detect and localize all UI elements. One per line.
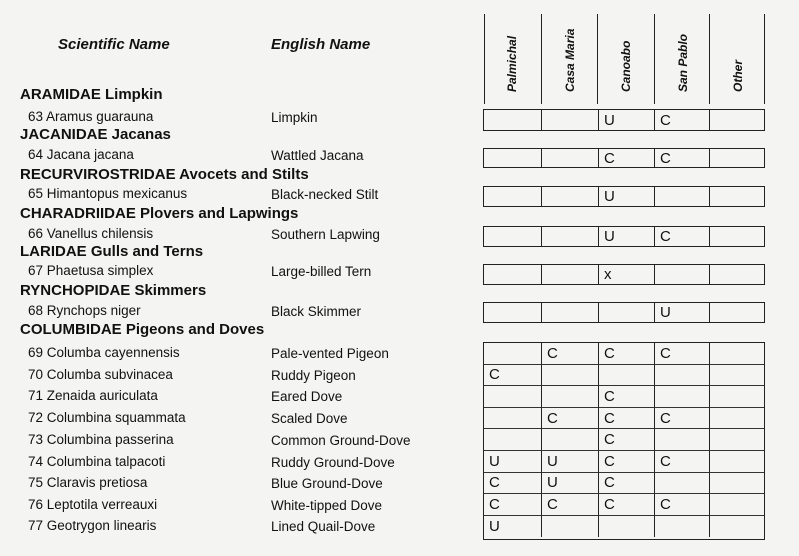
occurrence-cell: C bbox=[484, 365, 542, 386]
occurrence-row bbox=[483, 302, 765, 323]
occurrence-cell bbox=[599, 365, 655, 386]
occurrence-row bbox=[484, 494, 764, 516]
occurrence-cell bbox=[655, 265, 710, 284]
species-english-name: Southern Lapwing bbox=[271, 227, 380, 242]
occurrence-cell bbox=[542, 429, 599, 450]
occurrence-cell: C bbox=[655, 451, 710, 472]
occurrence-cell: U bbox=[599, 227, 655, 246]
occurrence-row bbox=[483, 109, 765, 131]
occurrence-cell bbox=[710, 386, 763, 407]
family-heading: CHARADRIIDAE Plovers and Lapwings bbox=[20, 205, 299, 222]
occurrence-cell bbox=[710, 149, 763, 167]
occurrence-row bbox=[484, 451, 764, 473]
occurrence-row bbox=[484, 386, 764, 408]
site-header-palmichal: Palmichal bbox=[505, 35, 519, 92]
occurrence-cell: U bbox=[484, 516, 542, 538]
occurrence-row bbox=[483, 264, 765, 285]
occurrence-cell: U bbox=[484, 451, 542, 472]
species-english-name: Black Skimmer bbox=[271, 304, 362, 319]
species-scientific-name: 72 Columbina squammata bbox=[28, 410, 186, 425]
occurrence-cell: C bbox=[655, 149, 710, 167]
occurrence-cell bbox=[655, 516, 710, 538]
occurrence-cell bbox=[710, 516, 763, 538]
occurrence-cell bbox=[599, 516, 655, 538]
occurrence-cell: U bbox=[599, 110, 655, 130]
occurrence-cell bbox=[484, 265, 542, 284]
occurrence-cell: x bbox=[599, 265, 655, 284]
occurrence-cell bbox=[542, 227, 599, 246]
species-english-name: Lined Quail-Dove bbox=[271, 519, 376, 534]
species-english-name: Scaled Dove bbox=[271, 411, 348, 426]
species-english-name: White-tipped Dove bbox=[271, 498, 383, 513]
occurrence-cell: U bbox=[655, 303, 710, 322]
occurrence-row bbox=[483, 226, 765, 247]
occurrence-cell bbox=[484, 343, 542, 364]
occurrence-cell: C bbox=[542, 408, 599, 429]
occurrence-row bbox=[484, 429, 764, 451]
species-scientific-name: 65 Himantopus mexicanus bbox=[28, 186, 188, 201]
occurrence-cell: C bbox=[542, 494, 599, 515]
species-english-name: Ruddy Pigeon bbox=[271, 368, 356, 383]
occurrence-cell bbox=[655, 473, 710, 494]
occurrence-row bbox=[483, 186, 765, 207]
occurrence-row bbox=[484, 365, 764, 387]
occurrence-cell: C bbox=[599, 429, 655, 450]
family-heading: LARIDAE Gulls and Terns bbox=[20, 243, 204, 260]
header-divider bbox=[541, 14, 542, 104]
occurrence-cell: C bbox=[655, 110, 710, 130]
occurrence-cell: C bbox=[599, 451, 655, 472]
species-scientific-name: 76 Leptotila verreauxi bbox=[28, 497, 158, 512]
occurrence-cell bbox=[710, 451, 763, 472]
occurrence-cell: C bbox=[599, 494, 655, 515]
header-divider bbox=[597, 14, 598, 104]
occurrence-cell bbox=[710, 473, 763, 494]
occurrence-cell bbox=[655, 365, 710, 386]
family-heading: RECURVIROSTRIDAE Avocets and Stilts bbox=[20, 166, 309, 183]
species-english-name: Black-necked Stilt bbox=[271, 187, 379, 202]
occurrence-cell bbox=[484, 429, 542, 450]
occurrence-cell bbox=[710, 187, 763, 206]
occurrence-row bbox=[484, 343, 764, 365]
occurrence-cell bbox=[542, 365, 599, 386]
occurrence-cell: U bbox=[542, 473, 599, 494]
occurrence-cell bbox=[599, 303, 655, 322]
occurrence-cell bbox=[710, 365, 763, 386]
species-scientific-name: 74 Columbina talpacoti bbox=[28, 454, 166, 469]
site-header-canoabo: Canoabo bbox=[619, 40, 633, 92]
occurrence-cell bbox=[710, 494, 763, 515]
occurrence-row bbox=[483, 148, 765, 168]
species-scientific-name: 69 Columba cayennensis bbox=[28, 345, 180, 360]
occurrence-cell bbox=[542, 265, 599, 284]
species-scientific-name: 63 Aramus guarauna bbox=[28, 109, 154, 124]
occurrence-cell bbox=[710, 429, 763, 450]
species-english-name: Common Ground-Dove bbox=[271, 433, 411, 448]
species-english-name: Pale-vented Pigeon bbox=[271, 346, 389, 361]
occurrence-cell bbox=[484, 187, 542, 206]
occurrence-cell bbox=[484, 110, 542, 130]
occurrence-cell bbox=[710, 110, 763, 130]
species-english-name: Blue Ground-Dove bbox=[271, 476, 383, 491]
species-scientific-name: 64 Jacana jacana bbox=[28, 147, 134, 162]
site-header-san-pablo: San Pablo bbox=[676, 33, 690, 92]
family-heading: ARAMIDAE Limpkin bbox=[20, 86, 163, 103]
occurrence-cell bbox=[710, 265, 763, 284]
occurrence-cell bbox=[484, 303, 542, 322]
occurrence-grid bbox=[483, 342, 765, 540]
species-scientific-name: 71 Zenaida auriculata bbox=[28, 388, 158, 403]
occurrence-cell: U bbox=[542, 451, 599, 472]
occurrence-cell: C bbox=[599, 149, 655, 167]
occurrence-cell bbox=[542, 303, 599, 322]
occurrence-cell bbox=[542, 516, 599, 538]
species-scientific-name: 75 Claravis pretiosa bbox=[28, 475, 148, 490]
occurrence-cell: C bbox=[655, 343, 710, 364]
occurrence-cell: C bbox=[484, 494, 542, 515]
occurrence-cell bbox=[542, 110, 599, 130]
occurrence-cell bbox=[542, 386, 599, 407]
occurrence-cell bbox=[484, 227, 542, 246]
scientific-name-header: Scientific Name bbox=[58, 36, 170, 53]
species-scientific-name: 68 Rynchops niger bbox=[28, 303, 141, 318]
occurrence-cell bbox=[655, 429, 710, 450]
occurrence-cell bbox=[710, 227, 763, 246]
occurrence-cell: C bbox=[599, 343, 655, 364]
header-divider bbox=[484, 14, 485, 104]
occurrence-cell bbox=[710, 303, 763, 322]
occurrence-row bbox=[484, 473, 764, 495]
occurrence-cell bbox=[710, 343, 763, 364]
family-heading: COLUMBIDAE Pigeons and Doves bbox=[20, 321, 265, 338]
header-divider bbox=[654, 14, 655, 104]
occurrence-cell bbox=[542, 149, 599, 167]
occurrence-cell: C bbox=[484, 473, 542, 494]
occurrence-cell: C bbox=[599, 473, 655, 494]
species-english-name: Wattled Jacana bbox=[271, 148, 364, 163]
occurrence-cell bbox=[484, 386, 542, 407]
occurrence-cell: U bbox=[599, 187, 655, 206]
occurrence-row bbox=[484, 516, 764, 538]
occurrence-cell bbox=[655, 386, 710, 407]
occurrence-cell bbox=[484, 149, 542, 167]
occurrence-cell bbox=[710, 408, 763, 429]
species-english-name: Eared Dove bbox=[271, 389, 343, 404]
english-name-header: English Name bbox=[271, 36, 371, 53]
family-heading: RYNCHOPIDAE Skimmers bbox=[20, 282, 207, 299]
species-english-name: Large-billed Tern bbox=[271, 264, 372, 279]
site-header-other: Other bbox=[731, 59, 745, 92]
occurrence-cell bbox=[655, 187, 710, 206]
species-scientific-name: 67 Phaetusa simplex bbox=[28, 263, 154, 278]
species-english-name: Limpkin bbox=[271, 110, 318, 125]
occurrence-row bbox=[484, 408, 764, 430]
site-header-casa-maria: Casa Maria bbox=[563, 28, 577, 92]
header-divider bbox=[709, 14, 710, 104]
occurrence-cell bbox=[484, 408, 542, 429]
occurrence-cell: C bbox=[542, 343, 599, 364]
occurrence-cell: C bbox=[655, 408, 710, 429]
species-scientific-name: 77 Geotrygon linearis bbox=[28, 518, 157, 533]
occurrence-cell: C bbox=[599, 386, 655, 407]
occurrence-cell: C bbox=[599, 408, 655, 429]
species-scientific-name: 70 Columba subvinacea bbox=[28, 367, 173, 382]
species-english-name: Ruddy Ground-Dove bbox=[271, 455, 395, 470]
occurrence-cell: C bbox=[655, 494, 710, 515]
occurrence-cell: C bbox=[655, 227, 710, 246]
species-scientific-name: 73 Columbina passerina bbox=[28, 432, 174, 447]
family-heading: JACANIDAE Jacanas bbox=[20, 126, 171, 143]
occurrence-cell bbox=[542, 187, 599, 206]
species-scientific-name: 66 Vanellus chilensis bbox=[28, 226, 154, 241]
header-divider bbox=[764, 14, 765, 104]
